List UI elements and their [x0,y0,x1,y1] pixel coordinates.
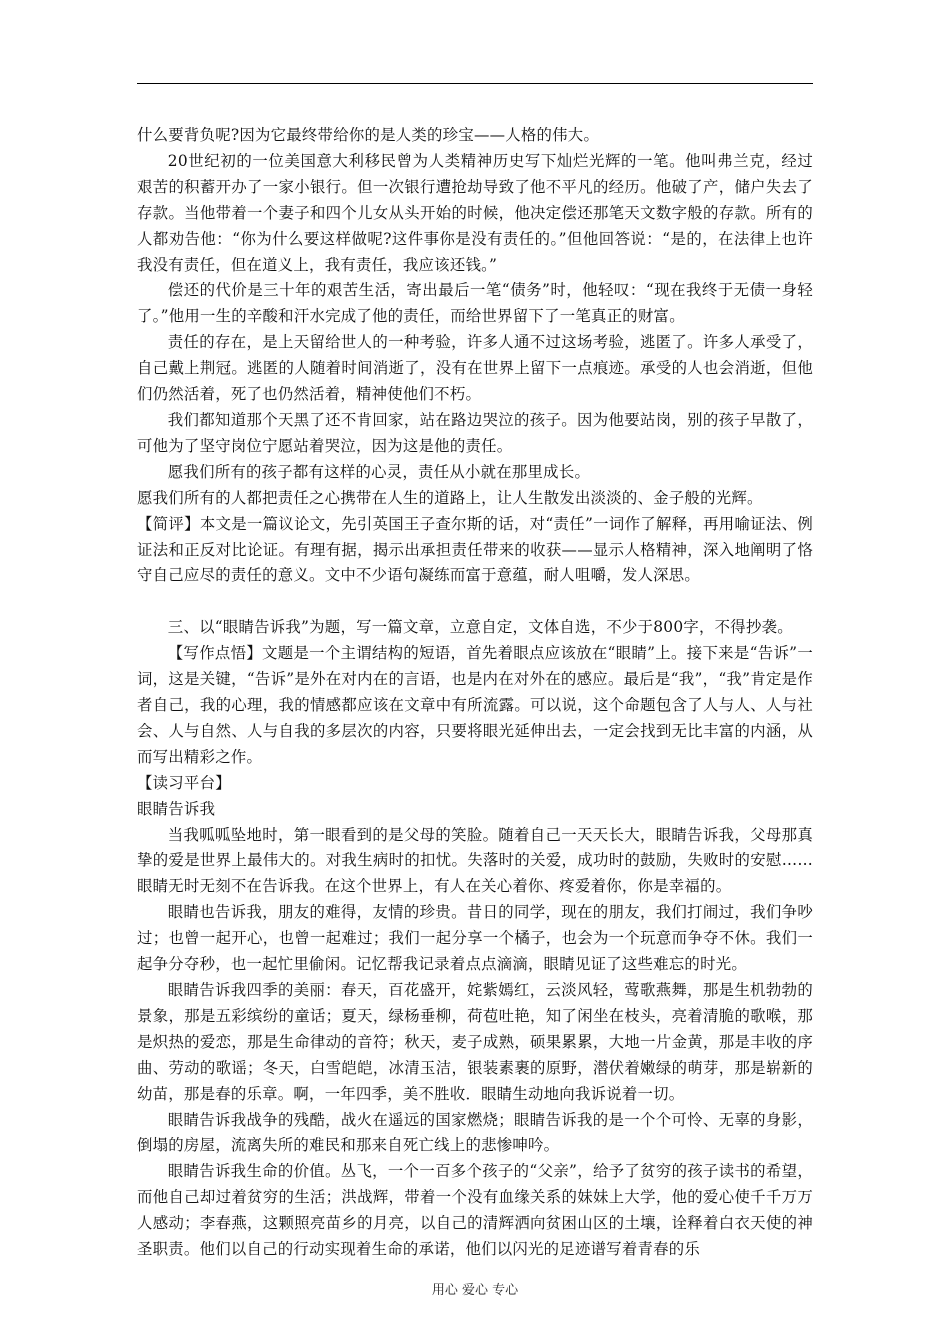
paragraph: 当我呱呱坠地时，第一眼看到的是父母的笑脸。随着自己一天天长大，眼睛告诉我，父母那真挚的爱是世界上最伟大的。对我生病时的扣忧。失落时的关爱，成功时的鼓励，失败时的安慰……眼睛无时无刻不在告诉我。在这个世界上，有人在关心着你、疼爱着你，你是幸福的。 [137,825,813,896]
document-body [137,123,813,1263]
blank-line [137,589,813,615]
page-footer: 用心 爱心 专心 [431,1283,519,1298]
essay-title: 眼睛告诉我 [137,799,216,818]
paragraph: 愿我们所有的孩子都有这样的心灵，责任从小就在那里成长。 [167,462,591,481]
question-three: 三、以“眼睛告诉我”为题，写一篇文章，立意自定，文体自选，不少于800字，不得抄袭。 [167,618,793,637]
paragraph: 我们都知道那个天黑了还不肯回家，站在路边哭泣的孩子。因为他要站岗，别的孩子早散了，可他为了坚守岗位宁愿站着哭泣，因为这是他的责任。 [137,410,813,455]
header-rule [137,83,813,84]
paragraph: 眼睛告诉我四季的美丽：春天，百花盛开，姹紫嫣红，云淡风轻，莺歌燕舞，那是生机勃勃的景象，那是五彩缤纷的童话；夏天，绿杨垂柳，荷苞吐艳，知了闲坐在枝头，亮着清脆的歌喉，那是炽热的爱恋，那是生命律动的音符；秋天，麦子成熟，硕果累累，大地一片金黄，那是丰收的序曲、劳动的歌谣；冬天，白雪皑皑，冰清玉洁，银装素裹的原野，潜伏着嫩绿的萌芽，那是崭新的幼苗，那是春的乐章。啊，一年四季，美不胜收．眼睛生动地向我诉说着一切。 [137,981,813,1103]
paragraph: 眼睛告诉我战争的残酷，战火在遥远的国家燃烧；眼睛告诉我的是一个个可怜、无辜的身影，倒塌的房屋，流离失所的难民和那来自死亡线上的悲惨呻吟。 [137,1110,813,1155]
paragraph: 眼睛也告诉我，朋友的难得，友情的珍贵。昔日的同学，现在的朋友，我们打闹过，我们争吵过；也曾一起开心，也曾一起难过；我们一起分享一个橘子，也会为一个玩意而争夺不休。我们一起争分夺秒，也一起忙里偷闲。记忆帮我记录着点点滴滴，眼睛见证了这些难忘的时光。 [137,903,813,974]
section-heading: 【读习平台】 [137,773,231,792]
writing-tips-paragraph: 【写作点悟】文题是一个主谓结构的短语，首先着眼点应该放在“眼睛”上。接下来是“告诉”一词，这是关键，“告诉”是外在对内在的言语，也是内在对外在的感应。最后是“我”，“我”肯定是作者自己，我的心理，我的情感都应该在文章中有所流露。可以说，这个命题包含了人与人、人与社会、人与自然、人与自我的多层次的内容，只要将眼光延伸出去，一定会找到无比丰富的内涵，从而写出精彩之作。 [137,644,813,766]
paragraph: 愿我们所有的人都把责任之心携带在人生的道路上，让人生散发出淡淡的、金子般的光辉。 [137,488,763,507]
paragraph: 眼睛告诉我生命的价值。丛飞，一个一百多个孩子的“父亲”，给予了贫穷的孩子读书的希望，而他自己却过着贫穷的生活；洪战辉，带着一个没有血缘关系的妹妹上大学，他的爱心使千千万万人感动；李春燕，这颗照亮苗乡的月亮，以自己的清辉洒向贫困山区的土壤，诠释着白衣天使的神圣职责。他们以自己的行动实现着生命的承诺，他们以闪光的足迹谱写着青春的乐 [137,1162,813,1259]
review-paragraph: 【简评】本文是一篇议论文，先引英国王子查尔斯的话，对“责任”一词作了解释，再用喻证法、例证法和正反对比论证。有理有据，揭示出承担责任带来的收获——显示人格精神，深入地阐明了恪守自己应尽的责任的意义。文中不少语句凝练而富于意蕴，耐人咀嚼，发人深思。 [137,514,813,585]
paragraph: 偿还的代价是三十年的艰苦生活，寄出最后一笔“债务”时，他轻叹：“现在我终于无债一身轻了。”他用一生的辛酸和汗水完成了他的责任，而给世界留下了一笔真正的财富。 [137,281,813,326]
paragraph: 20世纪初的一位美国意大利移民曾为人类精神历史写下灿烂光辉的一笔。他叫弗兰克，经过艰苦的积蓄开办了一家小银行。但一次银行遭抢劫导致了他不平凡的经历。他破了产，储户失去了存款。当他带着一个妻子和四个儿女从头开始的时候，他决定偿还那笔天文数字般的存款。所有的人都劝告他：“你为什么要这样做呢?这件事你是没有责任的。”但他回答说：“是的，在法律上也许我没有责任，但在道义上，我有责任，我应该还钱。” [137,151,813,274]
paragraph: 什么要背负呢?因为它最终带给你的是人类的珍宝——人格的伟大。 [137,126,600,144]
paragraph: 责任的存在，是上天留给世人的一种考验，许多人通不过这场考验，逃匿了。许多人承受了，自己戴上荆冠。逃匿的人随着时间消逝了，没有在世界上留下一点痕迹。承受的人也会消逝，但他们仍然活着，死了也仍然活着，精神使他们不朽。 [137,333,813,404]
